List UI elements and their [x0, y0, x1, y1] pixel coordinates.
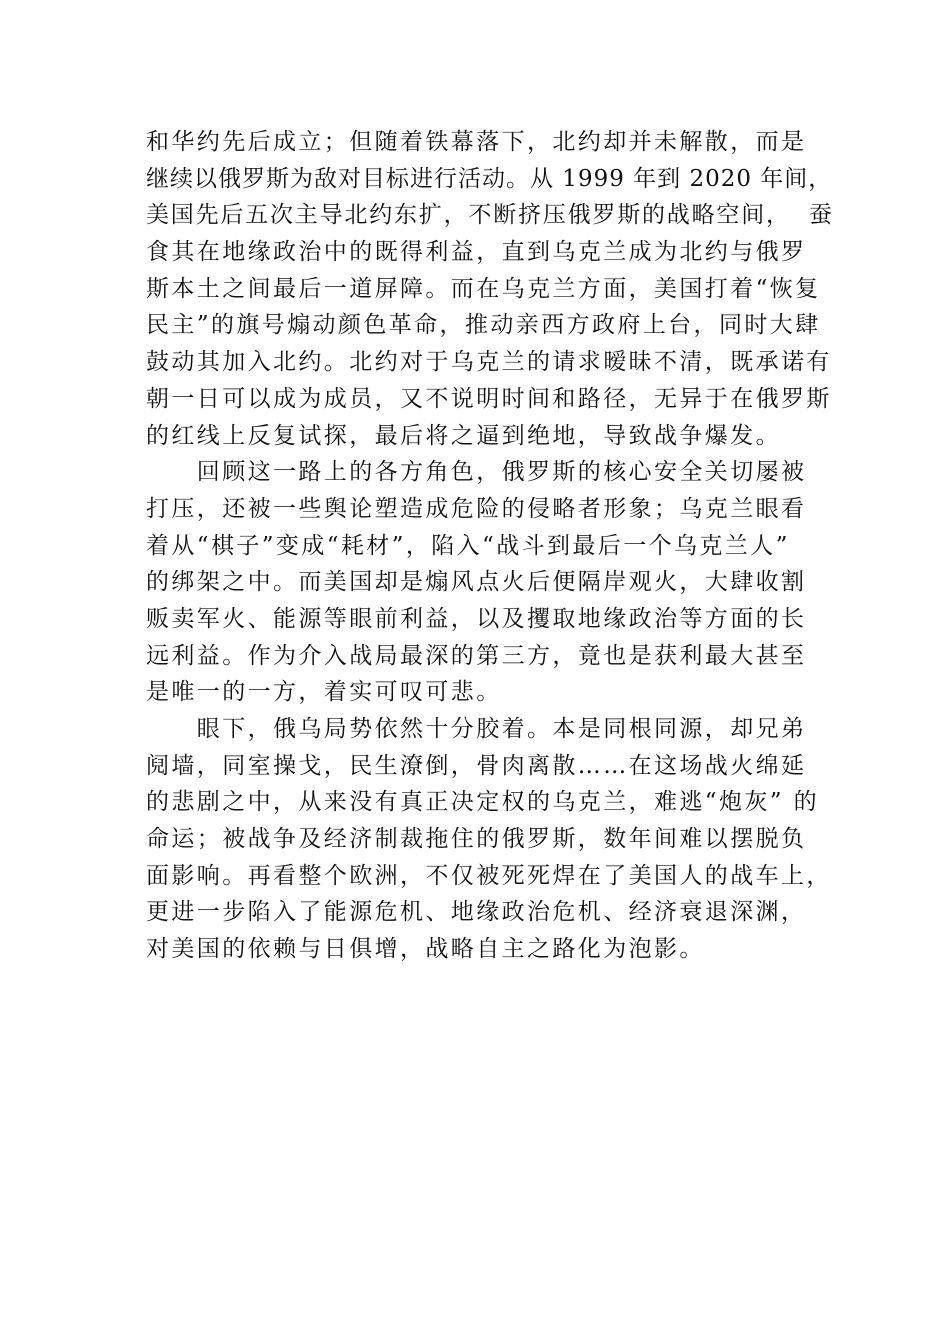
paragraph-roles-review — [146, 454, 826, 711]
text-line: 继续以俄罗斯为敌对目标进行活动。从 1999 年到 2020 年间， — [146, 165, 833, 192]
text-line: 的悲剧之中，从来没有真正决定权的乌克兰，难逃“炮灰” 的 — [146, 789, 820, 816]
text-line: 民主”的旗号煽动颜色革命，推动亲西方政府上台，同时大肆 — [146, 312, 821, 339]
text-line: 远利益。作为介入战局最深的第三方，竟也是获利最大甚至 — [146, 642, 807, 669]
paragraph-nato-expansion — [146, 124, 834, 454]
text-line: 贩卖军火、能源等眼前利益，以及攫取地缘政治等方面的长 — [146, 605, 807, 632]
text-line: 美国先后五次主导北约东扩，不断挤压俄罗斯的战略空间， 蚕 — [146, 202, 834, 229]
text-line: 更进一步陷入了能源危机、地缘政治危机、经济衰退深渊， — [146, 899, 807, 926]
text-line: 眼下，俄乌局势依然十分胶着。本是同根同源，却兄弟 — [146, 716, 807, 742]
text-line: 食其在地缘政治中的既得利益，直到乌克兰成为北约与俄罗 — [146, 239, 807, 266]
text-line: 朝一日可以成为成员，又不说明时间和路径，无异于在俄罗斯 — [146, 385, 832, 412]
text-line: 阋墙，同室操戈，民生潦倒，骨肉离散……在这场战火绵延 — [146, 752, 807, 779]
text-line: 斯本土之间最后一道屏障。而在乌克兰方面，美国打着“恢复 — [146, 275, 821, 302]
text-line: 回顾这一路上的各方角色，俄罗斯的核心安全关切屡被 — [146, 459, 807, 486]
paragraph-current-situation — [146, 711, 832, 968]
text-line: 着从“棋子”变成“耗材”，陷入“战斗到最后一个乌克兰人” — [146, 532, 790, 559]
text-line: 鼓动其加入北约。北约对于乌克兰的请求暧昧不清，既承诺有 — [146, 349, 832, 376]
text-line: 对美国的依赖与日俱增，战略自主之路化为泡影。 — [146, 936, 705, 963]
text-line: 是唯一的一方，着实可叹可悲。 — [146, 679, 502, 706]
text-line: 的红线上反复试探，最后将之逼到绝地，导致战争爆发。 — [146, 422, 781, 449]
text-line: 命运；被战争及经济制裁拖住的俄罗斯，数年间难以摆脱负 — [146, 826, 807, 853]
text-line: 和华约先后成立；但随着铁幕落下，北约却并未解散，而是 — [146, 129, 807, 155]
text-line: 的绑架之中。而美国却是煽风点火后便隔岸观火，大肆收割 — [146, 569, 807, 596]
text-line: 面影响。再看整个欧洲，不仅被死死焊在了美国人的战车上， — [146, 862, 832, 889]
text-line: 打压，还被一些舆论塑造成危险的侵略者形象；乌克兰眼看 — [146, 495, 807, 522]
article-body — [146, 124, 834, 968]
